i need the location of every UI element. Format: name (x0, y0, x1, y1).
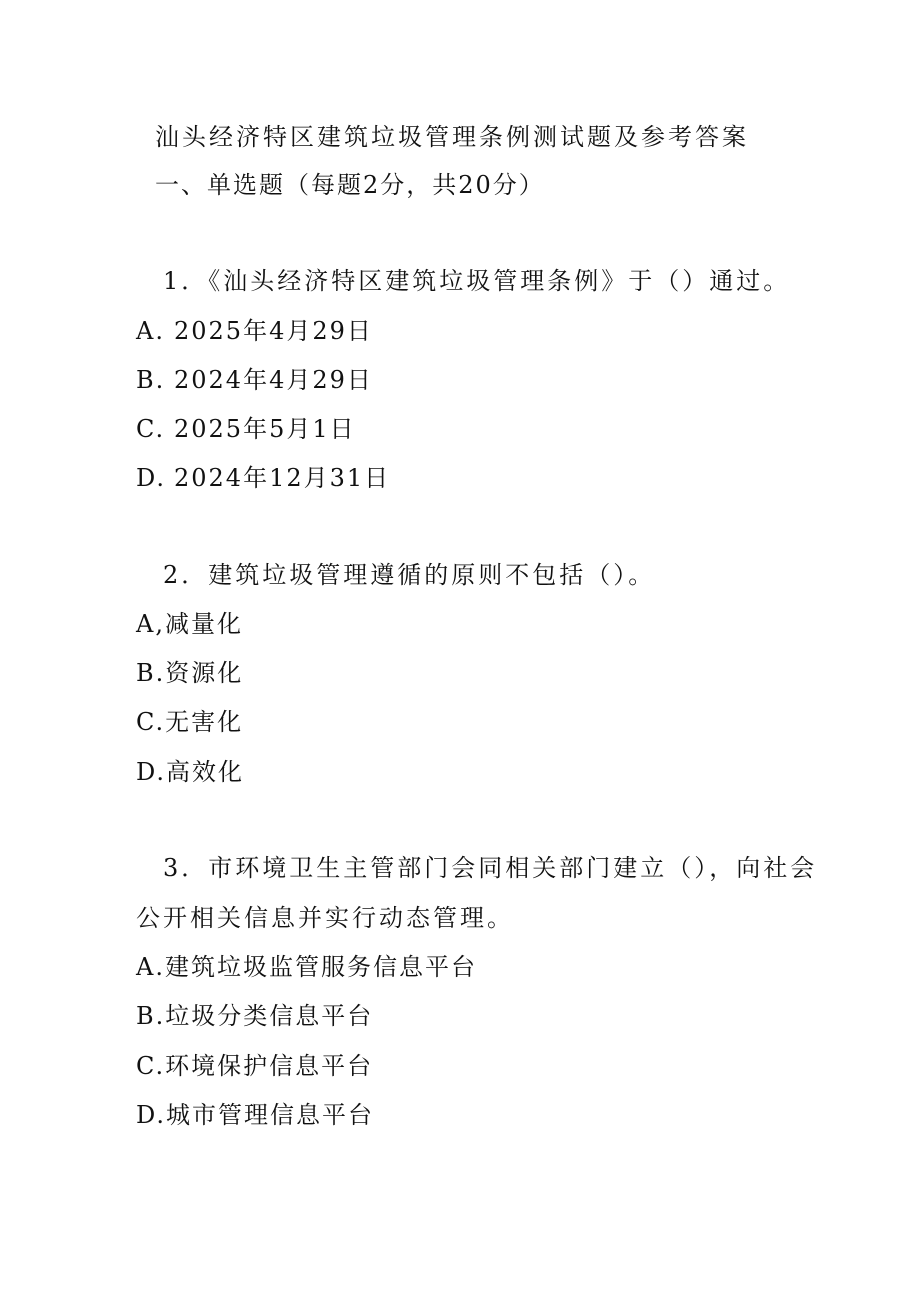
question-2-option-d (136, 757, 244, 787)
option-key: B. (136, 366, 166, 394)
option-key: B. (136, 1002, 166, 1030)
option-text: 减量化 (164, 610, 243, 638)
option-key: D. (136, 464, 167, 492)
option-key: D. (136, 758, 167, 786)
option-key: B. (136, 659, 166, 687)
option-key: C. (136, 1052, 166, 1080)
question-2-option-a (136, 609, 243, 639)
option-text: 2024年12月31日 (174, 464, 391, 492)
question-3-option-d (136, 1100, 374, 1130)
question-1-option-a (136, 316, 373, 346)
question-1: 1．《汕头经济特区建筑垃圾管理条例》于（）通过。 (163, 267, 791, 295)
option-text: 无害化 (165, 708, 244, 736)
option-key: C. (136, 415, 166, 443)
option-text: 2025年4月29日 (174, 317, 373, 345)
option-text: 资源化 (165, 659, 244, 687)
document-title: 汕头经济特区建筑垃圾管理条例测试题及参考答案 (155, 123, 749, 151)
question-3-option-c (136, 1051, 373, 1081)
option-key: C. (136, 708, 166, 736)
question-2-option-b (136, 658, 243, 688)
option-key: A. (136, 953, 165, 981)
question-1-option-d (136, 463, 390, 493)
question-3-option-b (136, 1001, 373, 1031)
option-text: 建筑垃圾监管服务信息平台 (164, 953, 477, 981)
option-key: D. (136, 1101, 167, 1129)
option-text: 垃圾分类信息平台 (165, 1002, 374, 1030)
question-3-option-a (136, 952, 477, 982)
option-text: 城市管理信息平台 (166, 1101, 375, 1129)
question-2-option-c (136, 707, 243, 737)
option-key: A, (136, 610, 165, 638)
section-heading: 一、单选题（每题2分，共20分） (155, 171, 545, 199)
option-text: 环境保护信息平台 (165, 1052, 374, 1080)
question-1-option-c (136, 414, 356, 444)
question-1-option-b (136, 365, 373, 395)
option-text: 高效化 (166, 758, 245, 786)
option-key: A. (136, 317, 165, 345)
option-text: 2025年5月1日 (174, 415, 356, 443)
option-text: 2024年4月29日 (174, 366, 373, 394)
question-2: 2．建筑垃圾管理遵循的原则不包括（）。 (163, 561, 656, 589)
question-3: 3．市环境卫生主管部门会同相关部门建立（），向社会 (163, 854, 818, 882)
question-3-continuation: 公开相关信息并实行动态管理。 (136, 904, 514, 932)
